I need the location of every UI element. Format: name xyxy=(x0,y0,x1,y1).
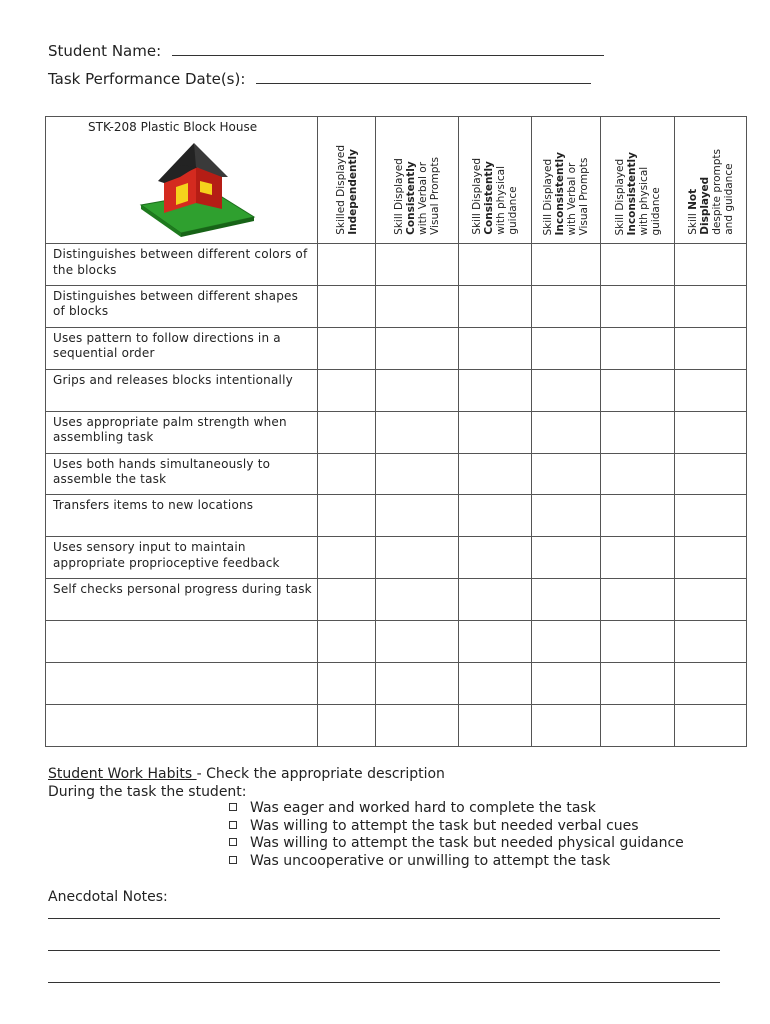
rating-cell[interactable] xyxy=(532,411,601,453)
notes-line[interactable] xyxy=(48,982,720,983)
rating-cell[interactable] xyxy=(318,244,376,286)
table-row xyxy=(46,663,747,705)
student-name-label: Student Name: xyxy=(48,42,162,60)
work-habits-intro: During the task the student: xyxy=(48,783,247,800)
col-consistently-verbal: Skill Displayed Consistently with Verbal or Visual Prompts xyxy=(376,117,459,244)
rating-cell[interactable] xyxy=(601,579,675,621)
rating-cell[interactable] xyxy=(459,285,532,327)
rating-cell[interactable] xyxy=(318,579,376,621)
table-row xyxy=(46,369,747,411)
skill-label: Distinguishes between different colors of the blocks xyxy=(46,244,318,286)
rating-cell[interactable] xyxy=(318,369,376,411)
rating-cell[interactable] xyxy=(318,663,376,705)
rating-cell[interactable] xyxy=(459,537,532,579)
rating-cell[interactable] xyxy=(532,495,601,537)
habit-option[interactable]: Was eager and worked hard to complete the task xyxy=(229,800,684,818)
rating-cell[interactable] xyxy=(318,537,376,579)
rating-cell[interactable] xyxy=(459,663,532,705)
rating-cell[interactable] xyxy=(376,704,459,746)
table-row xyxy=(46,453,747,495)
table-row xyxy=(46,285,747,327)
student-name-field[interactable] xyxy=(172,43,604,56)
rating-cell[interactable] xyxy=(532,663,601,705)
skills-table xyxy=(45,116,747,747)
rating-cell[interactable] xyxy=(376,285,459,327)
work-habits-title: Student Work Habits xyxy=(48,766,197,782)
rating-cell[interactable] xyxy=(532,369,601,411)
rating-cell[interactable] xyxy=(532,244,601,286)
rating-cell[interactable] xyxy=(601,411,675,453)
skill-label xyxy=(46,621,318,663)
rating-cell[interactable] xyxy=(376,537,459,579)
col-independently: Skilled Displayed Independently xyxy=(318,117,376,244)
notes-line[interactable] xyxy=(48,918,720,919)
table-row xyxy=(46,411,747,453)
table-row xyxy=(46,704,747,746)
rating-cell[interactable] xyxy=(376,369,459,411)
rating-cell[interactable] xyxy=(532,704,601,746)
rating-cell[interactable] xyxy=(376,244,459,286)
rating-cell[interactable] xyxy=(318,327,376,369)
checkbox[interactable] xyxy=(229,803,237,811)
rating-cell[interactable] xyxy=(601,244,675,286)
checkbox[interactable] xyxy=(229,821,237,829)
task-dates-label: Task Performance Date(s): xyxy=(48,70,246,88)
skill-label xyxy=(46,704,318,746)
rating-cell[interactable] xyxy=(459,453,532,495)
rating-cell[interactable] xyxy=(459,704,532,746)
rating-cell[interactable] xyxy=(376,579,459,621)
rating-cell[interactable] xyxy=(532,453,601,495)
rating-cell[interactable] xyxy=(675,327,747,369)
col-not-displayed: Skill Not Displayed despite prompts and guidance xyxy=(675,117,747,244)
task-dates-row xyxy=(48,70,591,88)
skill-label: Uses sensory input to maintain appropriate proprioceptive feedback xyxy=(46,537,318,579)
table-row xyxy=(46,579,747,621)
rating-cell[interactable] xyxy=(376,453,459,495)
rating-cell[interactable] xyxy=(459,495,532,537)
rating-cell[interactable] xyxy=(459,411,532,453)
table-row xyxy=(46,244,747,286)
rating-cell[interactable] xyxy=(532,537,601,579)
col-inconsistently-physical: Skill Displayed Inconsistently with physical guidance xyxy=(601,117,675,244)
skill-label: Uses both hands simultaneously to assemble the task xyxy=(46,453,318,495)
table-title: STK-208 Plastic Block House xyxy=(88,120,258,134)
student-name-row xyxy=(48,42,604,60)
rating-cell[interactable] xyxy=(675,369,747,411)
skill-label: Transfers items to new locations xyxy=(46,495,318,537)
work-habits-options xyxy=(229,800,684,870)
rating-cell[interactable] xyxy=(675,537,747,579)
rating-cell[interactable] xyxy=(601,453,675,495)
rating-cell[interactable] xyxy=(675,663,747,705)
rating-cell[interactable] xyxy=(376,495,459,537)
rating-cell[interactable] xyxy=(601,537,675,579)
rating-cell[interactable] xyxy=(318,704,376,746)
table-row xyxy=(46,621,747,663)
rating-cell[interactable] xyxy=(675,579,747,621)
skill-label: Uses pattern to follow directions in a sequential order xyxy=(46,327,318,369)
habit-option[interactable]: Was willing to attempt the task but needed verbal cues xyxy=(229,818,684,836)
rating-cell[interactable] xyxy=(532,579,601,621)
block-house-image xyxy=(136,137,261,237)
rating-cell[interactable] xyxy=(532,327,601,369)
skill-label: Uses appropriate palm strength when assembling task xyxy=(46,411,318,453)
rating-cell[interactable] xyxy=(376,663,459,705)
anecdotal-notes-label: Anecdotal Notes: xyxy=(48,889,168,905)
rating-cell[interactable] xyxy=(459,244,532,286)
rating-cell[interactable] xyxy=(675,453,747,495)
table-row xyxy=(46,537,747,579)
checkbox[interactable] xyxy=(229,856,237,864)
skill-label: Self checks personal progress during task xyxy=(46,579,318,621)
work-habits-instruction: - Check the appropriate description xyxy=(196,766,445,782)
rating-cell[interactable] xyxy=(459,369,532,411)
rating-cell[interactable] xyxy=(601,327,675,369)
rating-cell[interactable] xyxy=(318,411,376,453)
rating-cell[interactable] xyxy=(459,579,532,621)
notes-line[interactable] xyxy=(48,950,720,951)
habit-option[interactable]: Was willing to attempt the task but needed physical guidance xyxy=(229,835,684,853)
rating-cell[interactable] xyxy=(318,453,376,495)
table-row xyxy=(46,327,747,369)
rating-cell[interactable] xyxy=(675,621,747,663)
rating-cell[interactable] xyxy=(459,327,532,369)
rating-cell[interactable] xyxy=(601,285,675,327)
skill-label xyxy=(46,663,318,705)
skill-label: Grips and releases blocks intentionally xyxy=(46,369,318,411)
rating-cell[interactable] xyxy=(675,495,747,537)
rating-cell[interactable] xyxy=(675,244,747,286)
rating-cell[interactable] xyxy=(601,495,675,537)
rating-cell[interactable] xyxy=(601,704,675,746)
task-dates-field[interactable] xyxy=(256,71,591,84)
rating-cell[interactable] xyxy=(675,411,747,453)
checkbox[interactable] xyxy=(229,838,237,846)
rating-cell[interactable] xyxy=(675,704,747,746)
rating-cell[interactable] xyxy=(459,621,532,663)
table-title-cell xyxy=(46,117,318,244)
rating-cell[interactable] xyxy=(675,285,747,327)
rating-cell[interactable] xyxy=(532,285,601,327)
col-consistently-physical: Skill Displayed Consistently with physical guidance xyxy=(459,117,532,244)
rating-cell[interactable] xyxy=(376,621,459,663)
rating-cell[interactable] xyxy=(318,495,376,537)
rating-cell[interactable] xyxy=(318,621,376,663)
col-inconsistently-verbal: Skill Displayed Inconsistently with Verbal or Visual Prompts xyxy=(532,117,601,244)
rating-cell[interactable] xyxy=(601,621,675,663)
rating-cell[interactable] xyxy=(318,285,376,327)
work-habits-section xyxy=(48,766,445,801)
rating-cell[interactable] xyxy=(376,411,459,453)
skill-label: Distinguishes between different shapes of blocks xyxy=(46,285,318,327)
habit-option[interactable]: Was uncooperative or unwilling to attempt the task xyxy=(229,853,684,871)
rating-cell[interactable] xyxy=(601,369,675,411)
rating-cell[interactable] xyxy=(376,327,459,369)
rating-cell[interactable] xyxy=(601,663,675,705)
rating-cell[interactable] xyxy=(532,621,601,663)
table-row xyxy=(46,495,747,537)
